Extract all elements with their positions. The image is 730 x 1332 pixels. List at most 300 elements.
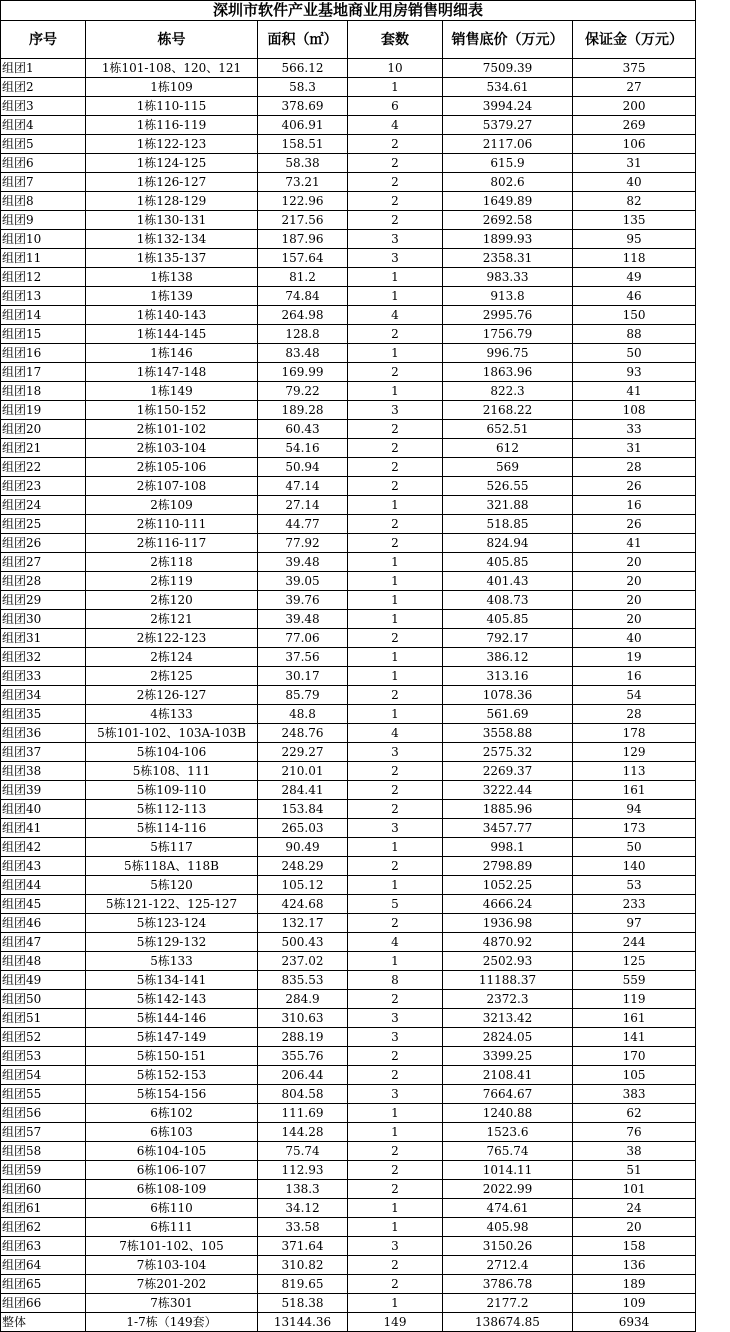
cell-index: 组团8 — [1, 192, 86, 211]
cell-deposit: 28 — [573, 458, 696, 477]
cell-building: 1栋140-143 — [86, 306, 258, 325]
table-row — [1, 895, 696, 914]
cell-area: 111.69 — [258, 1104, 348, 1123]
cell-base-price: 1240.88 — [443, 1104, 573, 1123]
cell-base-price: 474.61 — [443, 1199, 573, 1218]
cell-deposit: 41 — [573, 382, 696, 401]
cell-units: 1 — [348, 952, 443, 971]
cell-index: 组团53 — [1, 1047, 86, 1066]
cell-area: 355.76 — [258, 1047, 348, 1066]
cell-units: 2 — [348, 629, 443, 648]
cell-area: 39.05 — [258, 572, 348, 591]
cell-index: 组团36 — [1, 724, 86, 743]
cell-deposit: 19 — [573, 648, 696, 667]
cell-building: 6栋110 — [86, 1199, 258, 1218]
cell-units: 1 — [348, 705, 443, 724]
table-body — [1, 59, 696, 1332]
cell-building: 5栋121-122、125-127 — [86, 895, 258, 914]
table-row — [1, 667, 696, 686]
cell-deposit: 189 — [573, 1275, 696, 1294]
cell-deposit: 150 — [573, 306, 696, 325]
cell-base-price: 615.9 — [443, 154, 573, 173]
table-row — [1, 1237, 696, 1256]
table-row — [1, 268, 696, 287]
cell-units: 1 — [348, 1218, 443, 1237]
cell-building: 2栋107-108 — [86, 477, 258, 496]
cell-units: 1 — [348, 1123, 443, 1142]
cell-area: 144.28 — [258, 1123, 348, 1142]
cell-base-price: 1052.25 — [443, 876, 573, 895]
table-row — [1, 971, 696, 990]
cell-base-price: 405.98 — [443, 1218, 573, 1237]
cell-units: 1 — [348, 553, 443, 572]
cell-deposit: 140 — [573, 857, 696, 876]
table-row — [1, 1256, 696, 1275]
cell-units: 1 — [348, 667, 443, 686]
cell-building: 5栋112-113 — [86, 800, 258, 819]
cell-units: 1 — [348, 610, 443, 629]
cell-area: 30.17 — [258, 667, 348, 686]
cell-building: 1栋132-134 — [86, 230, 258, 249]
cell-deposit: 24 — [573, 1199, 696, 1218]
table-row — [1, 59, 696, 78]
cell-base-price: 802.6 — [443, 173, 573, 192]
cell-area: 378.69 — [258, 97, 348, 116]
cell-area: 187.96 — [258, 230, 348, 249]
table-title: 深圳市软件产业基地商业用房销售明细表 — [1, 1, 696, 21]
cell-deposit: 16 — [573, 496, 696, 515]
cell-units: 1 — [348, 1199, 443, 1218]
cell-units: 1 — [348, 838, 443, 857]
table-row — [1, 762, 696, 781]
table-row — [1, 1294, 696, 1313]
cell-deposit: 20 — [573, 553, 696, 572]
cell-units: 2 — [348, 325, 443, 344]
cell-deposit: 233 — [573, 895, 696, 914]
cell-index: 组团12 — [1, 268, 86, 287]
cell-deposit: 200 — [573, 97, 696, 116]
cell-units: 2 — [348, 192, 443, 211]
cell-building: 5栋129-132 — [86, 933, 258, 952]
cell-units: 2 — [348, 1142, 443, 1161]
cell-units: 2 — [348, 458, 443, 477]
cell-area: 54.16 — [258, 439, 348, 458]
cell-units: 3 — [348, 1028, 443, 1047]
cell-area: 128.8 — [258, 325, 348, 344]
cell-building: 7栋301 — [86, 1294, 258, 1313]
cell-base-price: 2502.93 — [443, 952, 573, 971]
table-row — [1, 781, 696, 800]
cell-building: 1栋130-131 — [86, 211, 258, 230]
cell-building: 7栋101-102、105 — [86, 1237, 258, 1256]
table-row — [1, 648, 696, 667]
cell-building: 1栋122-123 — [86, 135, 258, 154]
cell-index: 组团42 — [1, 838, 86, 857]
header-base-price: 销售底价（万元） — [443, 21, 573, 59]
cell-index: 组团43 — [1, 857, 86, 876]
cell-building: 1栋116-119 — [86, 116, 258, 135]
table-row — [1, 534, 696, 553]
cell-area: 284.41 — [258, 781, 348, 800]
cell-deposit: 119 — [573, 990, 696, 1009]
header-index: 序号 — [1, 21, 86, 59]
cell-base-price: 913.8 — [443, 287, 573, 306]
cell-base-price: 998.1 — [443, 838, 573, 857]
cell-area: 424.68 — [258, 895, 348, 914]
cell-index: 组团34 — [1, 686, 86, 705]
cell-units: 1 — [348, 591, 443, 610]
cell-area: 105.12 — [258, 876, 348, 895]
cell-area: 371.64 — [258, 1237, 348, 1256]
table-row — [1, 382, 696, 401]
cell-index: 组团14 — [1, 306, 86, 325]
cell-building: 1栋138 — [86, 268, 258, 287]
cell-building: 1-7栋（149套） — [86, 1313, 258, 1332]
cell-area: 74.84 — [258, 287, 348, 306]
table-row — [1, 1218, 696, 1237]
cell-units: 2 — [348, 363, 443, 382]
cell-deposit: 108 — [573, 401, 696, 420]
cell-deposit: 26 — [573, 477, 696, 496]
cell-base-price: 534.61 — [443, 78, 573, 97]
cell-index: 组团19 — [1, 401, 86, 420]
cell-base-price: 11188.37 — [443, 971, 573, 990]
cell-deposit: 51 — [573, 1161, 696, 1180]
cell-base-price: 2798.89 — [443, 857, 573, 876]
title-row — [1, 1, 696, 21]
cell-building: 2栋105-106 — [86, 458, 258, 477]
cell-units: 149 — [348, 1313, 443, 1332]
cell-index: 组团60 — [1, 1180, 86, 1199]
table-row — [1, 1028, 696, 1047]
cell-building: 6栋104-105 — [86, 1142, 258, 1161]
cell-index: 组团31 — [1, 629, 86, 648]
cell-units: 2 — [348, 1047, 443, 1066]
cell-base-price: 526.55 — [443, 477, 573, 496]
table-row — [1, 97, 696, 116]
table-row — [1, 173, 696, 192]
cell-index: 组团37 — [1, 743, 86, 762]
cell-area: 248.29 — [258, 857, 348, 876]
table-row — [1, 800, 696, 819]
cell-deposit: 125 — [573, 952, 696, 971]
cell-index: 组团5 — [1, 135, 86, 154]
cell-deposit: 20 — [573, 572, 696, 591]
cell-base-price: 2372.3 — [443, 990, 573, 1009]
cell-building: 2栋119 — [86, 572, 258, 591]
cell-building: 5栋142-143 — [86, 990, 258, 1009]
cell-building: 2栋122-123 — [86, 629, 258, 648]
cell-base-price: 313.16 — [443, 667, 573, 686]
cell-index: 组团29 — [1, 591, 86, 610]
table-row — [1, 914, 696, 933]
cell-deposit: 31 — [573, 154, 696, 173]
cell-deposit: 135 — [573, 211, 696, 230]
cell-area: 73.21 — [258, 173, 348, 192]
cell-index: 组团41 — [1, 819, 86, 838]
cell-units: 4 — [348, 116, 443, 135]
cell-area: 44.77 — [258, 515, 348, 534]
cell-index: 组团65 — [1, 1275, 86, 1294]
cell-base-price: 2995.76 — [443, 306, 573, 325]
cell-units: 2 — [348, 800, 443, 819]
table-row — [1, 135, 696, 154]
cell-base-price: 401.43 — [443, 572, 573, 591]
cell-base-price: 2712.4 — [443, 1256, 573, 1275]
cell-index: 整体 — [1, 1313, 86, 1332]
cell-base-price: 518.85 — [443, 515, 573, 534]
cell-deposit: 20 — [573, 591, 696, 610]
cell-building: 1栋139 — [86, 287, 258, 306]
cell-index: 组团24 — [1, 496, 86, 515]
cell-units: 1 — [348, 382, 443, 401]
cell-deposit: 20 — [573, 610, 696, 629]
cell-base-price: 822.3 — [443, 382, 573, 401]
cell-building: 2栋124 — [86, 648, 258, 667]
table-row — [1, 287, 696, 306]
cell-index: 组团9 — [1, 211, 86, 230]
cell-area: 79.22 — [258, 382, 348, 401]
table-row — [1, 952, 696, 971]
cell-area: 90.49 — [258, 838, 348, 857]
table-row — [1, 230, 696, 249]
cell-deposit: 109 — [573, 1294, 696, 1313]
cell-units: 2 — [348, 534, 443, 553]
table-row — [1, 211, 696, 230]
cell-building: 5栋104-106 — [86, 743, 258, 762]
cell-deposit: 88 — [573, 325, 696, 344]
cell-index: 组团17 — [1, 363, 86, 382]
cell-area: 122.96 — [258, 192, 348, 211]
cell-building: 5栋154-156 — [86, 1085, 258, 1104]
cell-base-price: 386.12 — [443, 648, 573, 667]
cell-base-price: 2168.22 — [443, 401, 573, 420]
cell-index: 组团15 — [1, 325, 86, 344]
cell-units: 2 — [348, 515, 443, 534]
cell-units: 2 — [348, 1256, 443, 1275]
cell-units: 2 — [348, 990, 443, 1009]
cell-base-price: 1885.96 — [443, 800, 573, 819]
cell-base-price: 321.88 — [443, 496, 573, 515]
header-deposit: 保证金（万元） — [573, 21, 696, 59]
cell-base-price: 2117.06 — [443, 135, 573, 154]
cell-base-price: 5379.27 — [443, 116, 573, 135]
cell-area: 77.92 — [258, 534, 348, 553]
table-row — [1, 154, 696, 173]
cell-base-price: 3222.44 — [443, 781, 573, 800]
cell-units: 1 — [348, 572, 443, 591]
cell-deposit: 76 — [573, 1123, 696, 1142]
cell-deposit: 50 — [573, 838, 696, 857]
cell-index: 组团44 — [1, 876, 86, 895]
cell-base-price: 4870.92 — [443, 933, 573, 952]
cell-index: 组团64 — [1, 1256, 86, 1275]
table-row — [1, 325, 696, 344]
cell-area: 60.43 — [258, 420, 348, 439]
cell-base-price: 996.75 — [443, 344, 573, 363]
cell-area: 47.14 — [258, 477, 348, 496]
table-row — [1, 1180, 696, 1199]
cell-base-price: 2022.99 — [443, 1180, 573, 1199]
cell-index: 组团39 — [1, 781, 86, 800]
cell-base-price: 7509.39 — [443, 59, 573, 78]
cell-area: 518.38 — [258, 1294, 348, 1313]
cell-area: 265.03 — [258, 819, 348, 838]
cell-index: 组团47 — [1, 933, 86, 952]
cell-deposit: 20 — [573, 1218, 696, 1237]
cell-base-price: 4666.24 — [443, 895, 573, 914]
cell-base-price: 2177.2 — [443, 1294, 573, 1313]
table-row — [1, 1009, 696, 1028]
cell-deposit: 101 — [573, 1180, 696, 1199]
cell-units: 2 — [348, 154, 443, 173]
table-row — [1, 420, 696, 439]
cell-index: 组团59 — [1, 1161, 86, 1180]
cell-deposit: 6934 — [573, 1313, 696, 1332]
cell-units: 2 — [348, 173, 443, 192]
cell-units: 3 — [348, 401, 443, 420]
cell-index: 组团48 — [1, 952, 86, 971]
cell-deposit: 53 — [573, 876, 696, 895]
cell-building: 4栋133 — [86, 705, 258, 724]
table-row — [1, 857, 696, 876]
cell-index: 组团25 — [1, 515, 86, 534]
table-row — [1, 990, 696, 1009]
cell-deposit: 178 — [573, 724, 696, 743]
cell-area: 58.3 — [258, 78, 348, 97]
cell-units: 2 — [348, 135, 443, 154]
cell-base-price: 983.33 — [443, 268, 573, 287]
cell-deposit: 40 — [573, 629, 696, 648]
cell-area: 206.44 — [258, 1066, 348, 1085]
cell-deposit: 158 — [573, 1237, 696, 1256]
cell-units: 2 — [348, 857, 443, 876]
cell-deposit: 95 — [573, 230, 696, 249]
cell-index: 组团10 — [1, 230, 86, 249]
cell-units: 1 — [348, 1294, 443, 1313]
cell-deposit: 50 — [573, 344, 696, 363]
table-row — [1, 401, 696, 420]
cell-deposit: 269 — [573, 116, 696, 135]
cell-units: 2 — [348, 914, 443, 933]
cell-deposit: 383 — [573, 1085, 696, 1104]
cell-building: 1栋110-115 — [86, 97, 258, 116]
cell-units: 2 — [348, 1275, 443, 1294]
cell-deposit: 170 — [573, 1047, 696, 1066]
cell-index: 组团52 — [1, 1028, 86, 1047]
cell-building: 5栋152-153 — [86, 1066, 258, 1085]
cell-building: 2栋118 — [86, 553, 258, 572]
cell-area: 13144.36 — [258, 1313, 348, 1332]
cell-base-price: 1078.36 — [443, 686, 573, 705]
cell-area: 132.17 — [258, 914, 348, 933]
cell-deposit: 33 — [573, 420, 696, 439]
cell-index: 组团11 — [1, 249, 86, 268]
table-row — [1, 496, 696, 515]
cell-building: 6栋106-107 — [86, 1161, 258, 1180]
cell-base-price: 1014.11 — [443, 1161, 573, 1180]
cell-deposit: 161 — [573, 781, 696, 800]
cell-area: 500.43 — [258, 933, 348, 952]
cell-area: 34.12 — [258, 1199, 348, 1218]
cell-building: 5栋147-149 — [86, 1028, 258, 1047]
table-row — [1, 1104, 696, 1123]
table-row — [1, 363, 696, 382]
cell-building: 5栋109-110 — [86, 781, 258, 800]
header-building: 栋号 — [86, 21, 258, 59]
cell-index: 组团16 — [1, 344, 86, 363]
cell-area: 169.99 — [258, 363, 348, 382]
cell-building: 1栋147-148 — [86, 363, 258, 382]
cell-area: 50.94 — [258, 458, 348, 477]
cell-units: 2 — [348, 420, 443, 439]
cell-building: 2栋101-102 — [86, 420, 258, 439]
cell-deposit: 41 — [573, 534, 696, 553]
cell-units: 3 — [348, 819, 443, 838]
cell-index: 组团13 — [1, 287, 86, 306]
cell-units: 3 — [348, 230, 443, 249]
cell-building: 6栋108-109 — [86, 1180, 258, 1199]
cell-units: 1 — [348, 78, 443, 97]
cell-building: 5栋101-102、103A-103B — [86, 724, 258, 743]
cell-base-price: 3213.42 — [443, 1009, 573, 1028]
table-row — [1, 838, 696, 857]
cell-index: 组团51 — [1, 1009, 86, 1028]
cell-index: 组团32 — [1, 648, 86, 667]
table-row — [1, 249, 696, 268]
cell-area: 284.9 — [258, 990, 348, 1009]
cell-building: 2栋110-111 — [86, 515, 258, 534]
cell-area: 819.65 — [258, 1275, 348, 1294]
cell-base-price: 2358.31 — [443, 249, 573, 268]
cell-index: 组团26 — [1, 534, 86, 553]
cell-deposit: 28 — [573, 705, 696, 724]
cell-units: 8 — [348, 971, 443, 990]
cell-deposit: 118 — [573, 249, 696, 268]
table-row — [1, 819, 696, 838]
cell-building: 5栋150-151 — [86, 1047, 258, 1066]
cell-units: 3 — [348, 1085, 443, 1104]
cell-units: 2 — [348, 211, 443, 230]
cell-building: 5栋108、111 — [86, 762, 258, 781]
cell-building: 7栋201-202 — [86, 1275, 258, 1294]
table-row — [1, 553, 696, 572]
cell-base-price: 3399.25 — [443, 1047, 573, 1066]
cell-building: 2栋121 — [86, 610, 258, 629]
cell-units: 5 — [348, 895, 443, 914]
cell-units: 3 — [348, 743, 443, 762]
cell-units: 1 — [348, 1104, 443, 1123]
cell-deposit: 49 — [573, 268, 696, 287]
cell-base-price: 1936.98 — [443, 914, 573, 933]
cell-index: 组团20 — [1, 420, 86, 439]
cell-area: 189.28 — [258, 401, 348, 420]
cell-base-price: 561.69 — [443, 705, 573, 724]
cell-index: 组团30 — [1, 610, 86, 629]
cell-base-price: 2575.32 — [443, 743, 573, 762]
cell-units: 4 — [348, 933, 443, 952]
cell-index: 组团2 — [1, 78, 86, 97]
cell-area: 85.79 — [258, 686, 348, 705]
cell-building: 5栋118A、118B — [86, 857, 258, 876]
cell-building: 5栋123-124 — [86, 914, 258, 933]
cell-index: 组团57 — [1, 1123, 86, 1142]
cell-building: 1栋109 — [86, 78, 258, 97]
cell-base-price: 138674.85 — [443, 1313, 573, 1332]
cell-index: 组团22 — [1, 458, 86, 477]
cell-index: 组团58 — [1, 1142, 86, 1161]
cell-deposit: 38 — [573, 1142, 696, 1161]
